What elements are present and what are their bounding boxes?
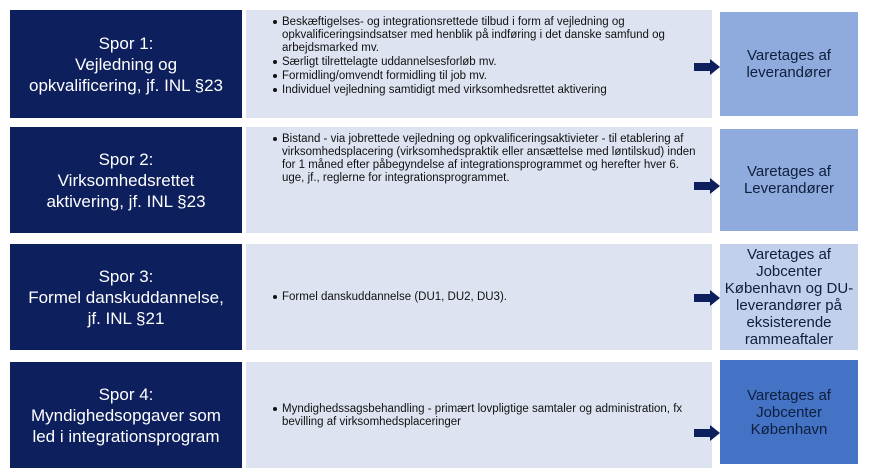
spor-3-name-line2: jf. INL §21 <box>87 308 165 328</box>
spor-4-bullet-list <box>282 403 702 430</box>
spor-1-bullet: Særligt tilrettelagte uddannelsesforløb mv. <box>282 56 702 69</box>
spor-1-name-line1: Vejledning og <box>74 54 178 74</box>
spor-2-arrow-icon <box>694 178 720 194</box>
spor-2-result-box <box>720 129 858 231</box>
spor-4-label: Spor 4: <box>98 384 154 404</box>
spor-2-title-box <box>10 127 242 233</box>
spor-4-result-text: Varetages af Jobcenter København <box>747 386 831 438</box>
spor-1-bullet: Individuel vejledning samtidigt med virksomhedsrettet aktivering <box>282 84 702 97</box>
spor-1-label: Spor 1: <box>98 33 154 53</box>
spor-1-bullet: Formidling/omvendt formidling til job mv. <box>282 70 702 83</box>
spor-3-name-line1: Formel danskuddannelse, <box>28 287 224 307</box>
spor-4-description-box <box>246 362 712 468</box>
spor-4-arrow-icon <box>694 425 720 441</box>
spor-1-arrow-icon <box>694 59 720 75</box>
spor-1-result-text: Varetages af leverandører <box>746 47 832 81</box>
spor-2-description-box <box>246 127 712 233</box>
spor-1-title-box <box>10 10 242 118</box>
spor-3-arrow-icon <box>694 290 720 306</box>
spor-2-bullet: Bistand - via jobrettede vejledning og opkvalificeringsaktivieter - til etablering af virksomhedsplacering (virksomhedspraktik eller ansættelse med løntilskud) inden for 1 måned efter påbegyndelse af integrationsprogrammet og herefter hver 6. uge, jf., reglerne for integrationsprogrammet. <box>282 133 702 185</box>
spor-3-label: Spor 3: <box>98 266 154 286</box>
spor-4-name-line1: Myndighedsopgaver som <box>31 405 221 425</box>
spor-2-name-line1: Virksomhedsrettet <box>57 170 195 190</box>
spor-3-title-box <box>10 244 242 350</box>
spor-4-title-box <box>10 362 242 468</box>
spor-2-name-line2: aktivering, jf. INL §23 <box>46 191 206 211</box>
spor-2-label: Spor 2: <box>98 149 154 169</box>
spor-3-result-box <box>720 244 858 350</box>
spor-3-bullet-list <box>282 291 702 305</box>
spor-1-result-box <box>720 12 858 116</box>
spor-2-bullet-list <box>282 133 702 186</box>
spor-4-name-line2: led i integrationsprogram <box>32 426 220 446</box>
spor-1-description-box <box>246 10 712 118</box>
spor-3-description-box <box>246 244 712 350</box>
spor-3-result-text: Varetages af Jobcenter København og DU-leverandører på eksisterende rammeaftaler <box>724 246 854 348</box>
spor-2-result-text: Varetages af Leverandører <box>743 163 835 197</box>
spor-1-name-line2: opkvalificering, jf. INL §23 <box>28 75 224 95</box>
spor-1-bullet-list <box>282 16 702 98</box>
spor-3-bullet: Formel danskuddannelse (DU1, DU2, DU3). <box>282 291 702 304</box>
spor-4-result-box <box>720 360 858 464</box>
spor-4-bullet: Myndighedssagsbehandling - primært lovpligtige samtaler og administration, fx bevilling af virksomhedsplaceringer <box>282 403 702 429</box>
spor-1-bullet: Beskæftigelses- og integrationsrettede tilbud i form af vejledning og opkvalificeringsindsatser med henblik på indføring i det danske samfund og arbejdsmarked mv. <box>282 16 702 55</box>
